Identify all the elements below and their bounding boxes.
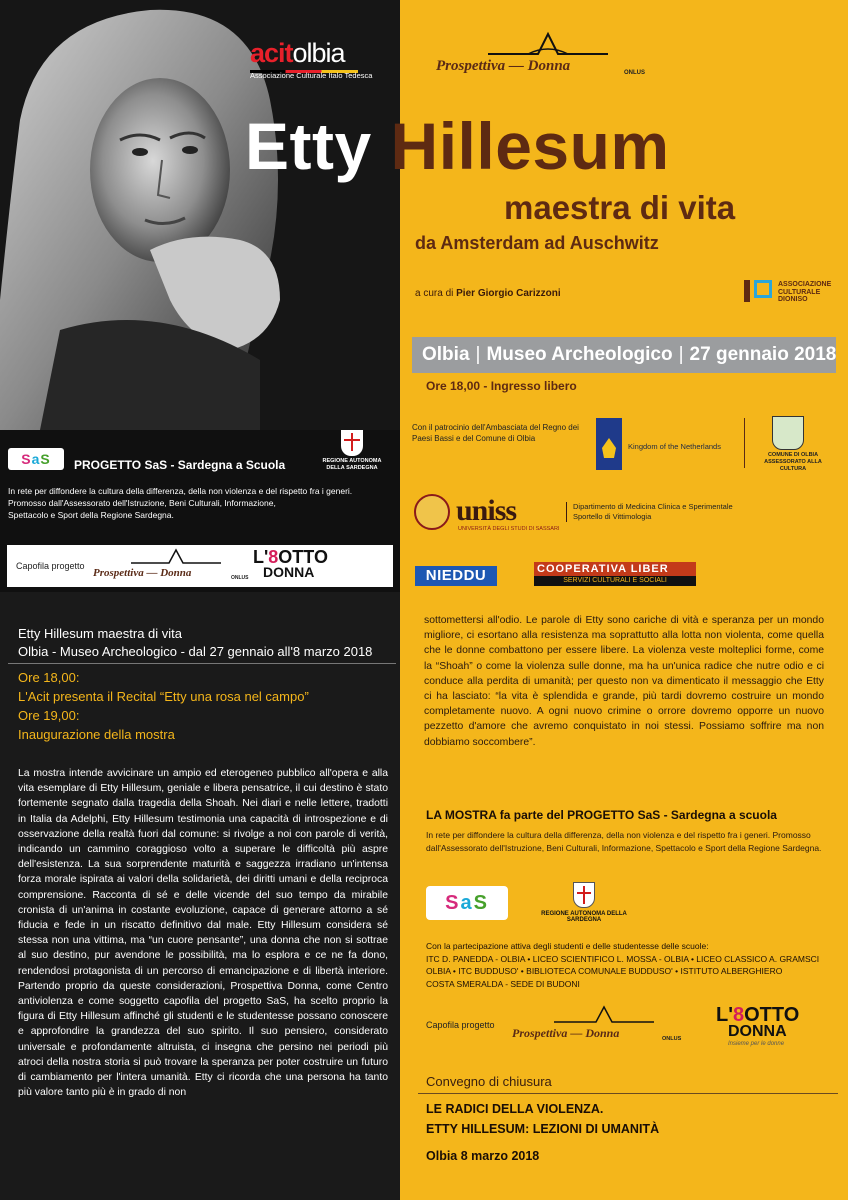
ras-line2: DELLA SARDEGNA	[326, 465, 378, 471]
subtitle-route: da Amsterdam ad Auschwitz	[415, 233, 659, 253]
roof-icon	[554, 1004, 654, 1024]
dioniso-line1: ASSOCIAZIONE	[778, 281, 832, 288]
event-title: Etty Hillesum maestra di vita	[18, 626, 182, 641]
netherlands-text: Kingdom of the Netherlands	[628, 442, 721, 451]
portrait-panel	[0, 0, 400, 430]
lotto-otto: OTTO	[278, 547, 328, 567]
sas-title: PROGETTO SaS - Sardegna a Scuola	[74, 458, 286, 472]
dept-line2: Sportello di Vittimologia	[573, 512, 652, 521]
convegno-title-1: LE RADICI DELLA VIOLENZA.	[426, 1102, 604, 1116]
capofila-label-2: Capofila progetto	[426, 1020, 495, 1030]
lotto-otto-2: OTTO	[744, 1004, 800, 1026]
sardinia-crest-icon	[341, 430, 363, 456]
schools-line1: Con la partecipazione attiva degli studenti e delle studentesse delle scuole:	[426, 941, 709, 951]
roof-icon	[488, 30, 608, 56]
olbia-crest-icon	[772, 416, 804, 450]
curator-prefix: a cura di	[415, 288, 454, 299]
lotto-l: L'	[253, 547, 269, 567]
uniss-department	[566, 502, 733, 522]
olbia-line2: ASSESSORATO ALLA CULTURA	[764, 459, 822, 472]
olbia-comune	[755, 452, 831, 473]
event-item-1: L'Acit presenta il Recital “Etty una rosa nel campo”	[18, 689, 309, 704]
nieddu-logo: NIEDDU	[415, 566, 497, 586]
lotto-eight: 8	[268, 547, 279, 567]
netherlands-logo	[596, 418, 736, 470]
lotto-eight-2: 8	[732, 1004, 745, 1026]
divider	[418, 1093, 838, 1094]
liber-line1: COOPERATIVA LIBER	[534, 562, 696, 576]
acit-olbia-logo	[250, 38, 372, 80]
prospettiva-donna-logo-bottom	[512, 1004, 692, 1046]
ras-text: REGIONE AUTONOMA DELLA SARDEGNA	[541, 911, 627, 923]
sas-logo-large: SaS	[426, 886, 508, 920]
subtitle-maestra: maestra di vita	[504, 189, 736, 226]
sas-desc-line3: Spettacolo e Sport della Regione Sardegna.	[8, 510, 174, 520]
schools-line4: COSTA SMERALDA - SEDE DI BUDONI	[426, 978, 580, 989]
main-title	[245, 108, 670, 184]
dioniso-line3: DIONISO	[778, 296, 808, 303]
venue-place: Museo Archeologico	[486, 344, 673, 365]
divider	[8, 663, 396, 664]
netherlands-emblem-icon	[596, 418, 622, 470]
sas-description	[8, 485, 398, 521]
sas-logo: SaS	[8, 448, 64, 470]
event-subtitle: Olbia - Museo Archeologico - dal 27 gennaio all'8 marzo 2018	[18, 644, 373, 659]
liber-logo	[534, 562, 696, 586]
sardinia-crest-icon	[573, 882, 595, 908]
pd-onlus-small: ONLUS	[231, 575, 249, 581]
venue-sep-2: |	[678, 344, 684, 365]
acit-brand: acit	[250, 38, 293, 68]
pd-onlus: ONLUS	[624, 70, 645, 76]
prospettiva-donna-logo-small	[93, 547, 263, 585]
schools-line3: OLBIA • ITC BUDDUSO' • BIBLIOTECA COMUNALE BUDDUSO' • ISTITUTO ALBERGHIERO	[426, 966, 783, 976]
body-text-left: La mostra intende avvicinare un ampio ed eterogeneo pubblico all'opera e alla vita esemplare di Etty Hillesum, geniale e libera pensatrice, il cui destino è stato fortemente segnato dalla tragedia della Shoah. Nei diari e nelle lettere, tradotti in Italia da Adelphi, Etty Hillesum testimonia una capacità di introspezione e di osservazione della realtà fuori dal comune: si rivolge a noi con parole di verità, indicando un cammino coraggioso volto a superare le difficoltà più aspre dell'esistenza. La sua sorprendente maturità e saggezza irradiano un'intensa forza morale ispirata ai valori della solidarietà, dei diritti umani e della reciproca comprensione. Racconta di sé e delle vicende del suo tempo da mirabile cronista di un'anima in costante evoluzione, capace di generare attorno a sé fiducia e fede in un riscatto definitivo dal male. Etty Hillesum considera sé stessa non una vittima, ma “un cuore pensante”, una donna che non si sottrae al suo destino, pur avendone le possibilità, ma lo esplora e ce ne fa dono, rendendosi protagonista di un percorso di emancipazione e di libertà interiore. Partendo proprio da queste considerazioni, Prospettiva Donna, come Centro antiviolenza e come soggetto capofila del progetto SaS, ha scelto proprio la figura di Etty Hillesum affinché gli studenti e le studentesse possano conoscere e approfondire la grandezza del suo spirito. Il suo pensiero, considerato universale e profondamente altruista, ci insegna che persino nei periodi più atroci della nostra storia si può trovare la speranza per poter costruire un futuro di cambiamento per l'intera umanità. Etty ci ricorda che una persona ha tanto più valore tanto più è in grado di non	[18, 768, 388, 1099]
event-time-2: Ore 19,00:	[18, 708, 80, 723]
body-text-right: sottomettersi all'odio. Le parole di Etty sono cariche di vità e speranza per un mondo migliore, ci esortano alla resistenza ma soprattutto alla lotta non violenta, come quella che le donne combattono per essere libere. La violenza veste molteplici forme, come la “Shoah” o come la violenza sulle donne, ma ha un'unica radice che nutre odio e ci conduce alla perdita di umanità; per questo non va dimenticato il messaggio che Etty ci ha lasciato: “la vita è splendida e grande, più tardi dovremo costruire un mondo completamente nuovo. A ogni nuovo crimine o orrore dovremo opporre un nuovo pezzetto d'amore che avremo conquistato in noi stessi. Possiamo soffrire ma non dobbiamo soccombere”.	[424, 615, 824, 748]
venue-hours: Ore 18,00 - Ingresso libero	[426, 379, 577, 393]
olbia-line1: COMUNE DI OLBIA	[767, 452, 819, 458]
figure-icon	[744, 280, 750, 302]
lotto-donna-logo	[253, 547, 328, 580]
curator-name: Pier Giorgio Carizzoni	[456, 288, 561, 299]
convegno-heading: Convegno di chiusura	[426, 1074, 552, 1089]
sas-desc-line1: In rete per diffondere la cultura della differenza, della non violenza e del rispetto fra i generi.	[8, 486, 353, 496]
venue-city: Olbia	[422, 344, 470, 365]
uniss-university: UNIVERSITÀ DEGLI STUDI DI SASSARI	[458, 526, 560, 532]
event-item-2: Inaugurazione della mostra	[18, 727, 175, 742]
event-time-1: Ore 18,00:	[18, 670, 80, 685]
ras-logo	[310, 430, 394, 472]
convegno-date: Olbia 8 marzo 2018	[426, 1149, 540, 1163]
capofila-box	[7, 545, 393, 587]
title-etty: Etty	[245, 109, 372, 183]
curator	[415, 288, 561, 299]
schools-list	[426, 940, 826, 990]
sas-desc-line2: Promosso dall'Assessorato dell'Istruzione, Beni Culturali, Informazione,	[8, 498, 276, 508]
olbia-brand: olbia	[292, 38, 345, 68]
lotto-donna-2: DONNA	[728, 1023, 787, 1040]
pd-name-small: Prospettiva — Donna	[93, 567, 192, 579]
mostra-heading: LA MOSTRA fa parte del PROGETTO SaS - Sardegna a scuola	[426, 808, 777, 822]
dept-line1: Dipartimento di Medicina Clinica e Sperimentale	[573, 502, 733, 511]
liber-line2: SERVIZI CULTURALI E SOCIALI	[534, 576, 696, 586]
title-hillesum: Hillesum	[390, 109, 670, 183]
dioniso-line2: CULTURALE	[778, 288, 821, 296]
lotto-donna-logo-bottom	[716, 1004, 799, 1047]
ras-line1: REGIONE AUTONOMA	[322, 458, 382, 464]
ras-logo-2	[524, 882, 644, 923]
divider	[744, 418, 745, 468]
convegno-title-2: ETTY HILLESUM: LEZIONI DI UMANITÀ	[426, 1122, 660, 1136]
pd-name-bottom: Prospettiva — Donna	[512, 1026, 620, 1040]
roof-icon	[131, 547, 221, 565]
square-icon	[754, 280, 772, 298]
uniss-name: uniss	[456, 494, 517, 527]
uniss-seal-icon	[414, 494, 450, 530]
patronage-text: Con il patrocinio dell'Ambasciata del Regno dei Paesi Bassi e del Comune di Olbia	[412, 423, 579, 443]
venue-bar	[412, 337, 836, 373]
capofila-label: Capofila progetto	[16, 561, 85, 571]
lotto-donna: DONNA	[263, 564, 315, 580]
prospettiva-donna-logo	[436, 30, 645, 80]
mostra-description: In rete per diffondere la cultura della differenza, della non violenza e del rispetto fra i generi. Promosso dall'Assessorato dell'Istruzione, Beni Culturali, Informazione, Spettacolo e Sport della Regione Sardegna.	[426, 830, 822, 853]
schools-line2: ITC D. PANEDDA - OLBIA • LICEO SCIENTIFICO L. MOSSA - OLBIA • LICEO CLASSICO A. GRAMSCI	[426, 953, 820, 964]
lotto-tag: Insieme per le donne	[728, 1041, 785, 1047]
acit-subtitle: Associazione Culturale Italo Tedesca	[250, 71, 373, 80]
pd-name: Prospettiva — Donna	[436, 58, 571, 74]
venue-sep-1: |	[475, 344, 481, 365]
pd-onlus-bottom: ONLUS	[662, 1036, 682, 1042]
venue-date: 27 gennaio 2018	[689, 344, 837, 365]
lotto-l-2: L'	[716, 1004, 733, 1026]
